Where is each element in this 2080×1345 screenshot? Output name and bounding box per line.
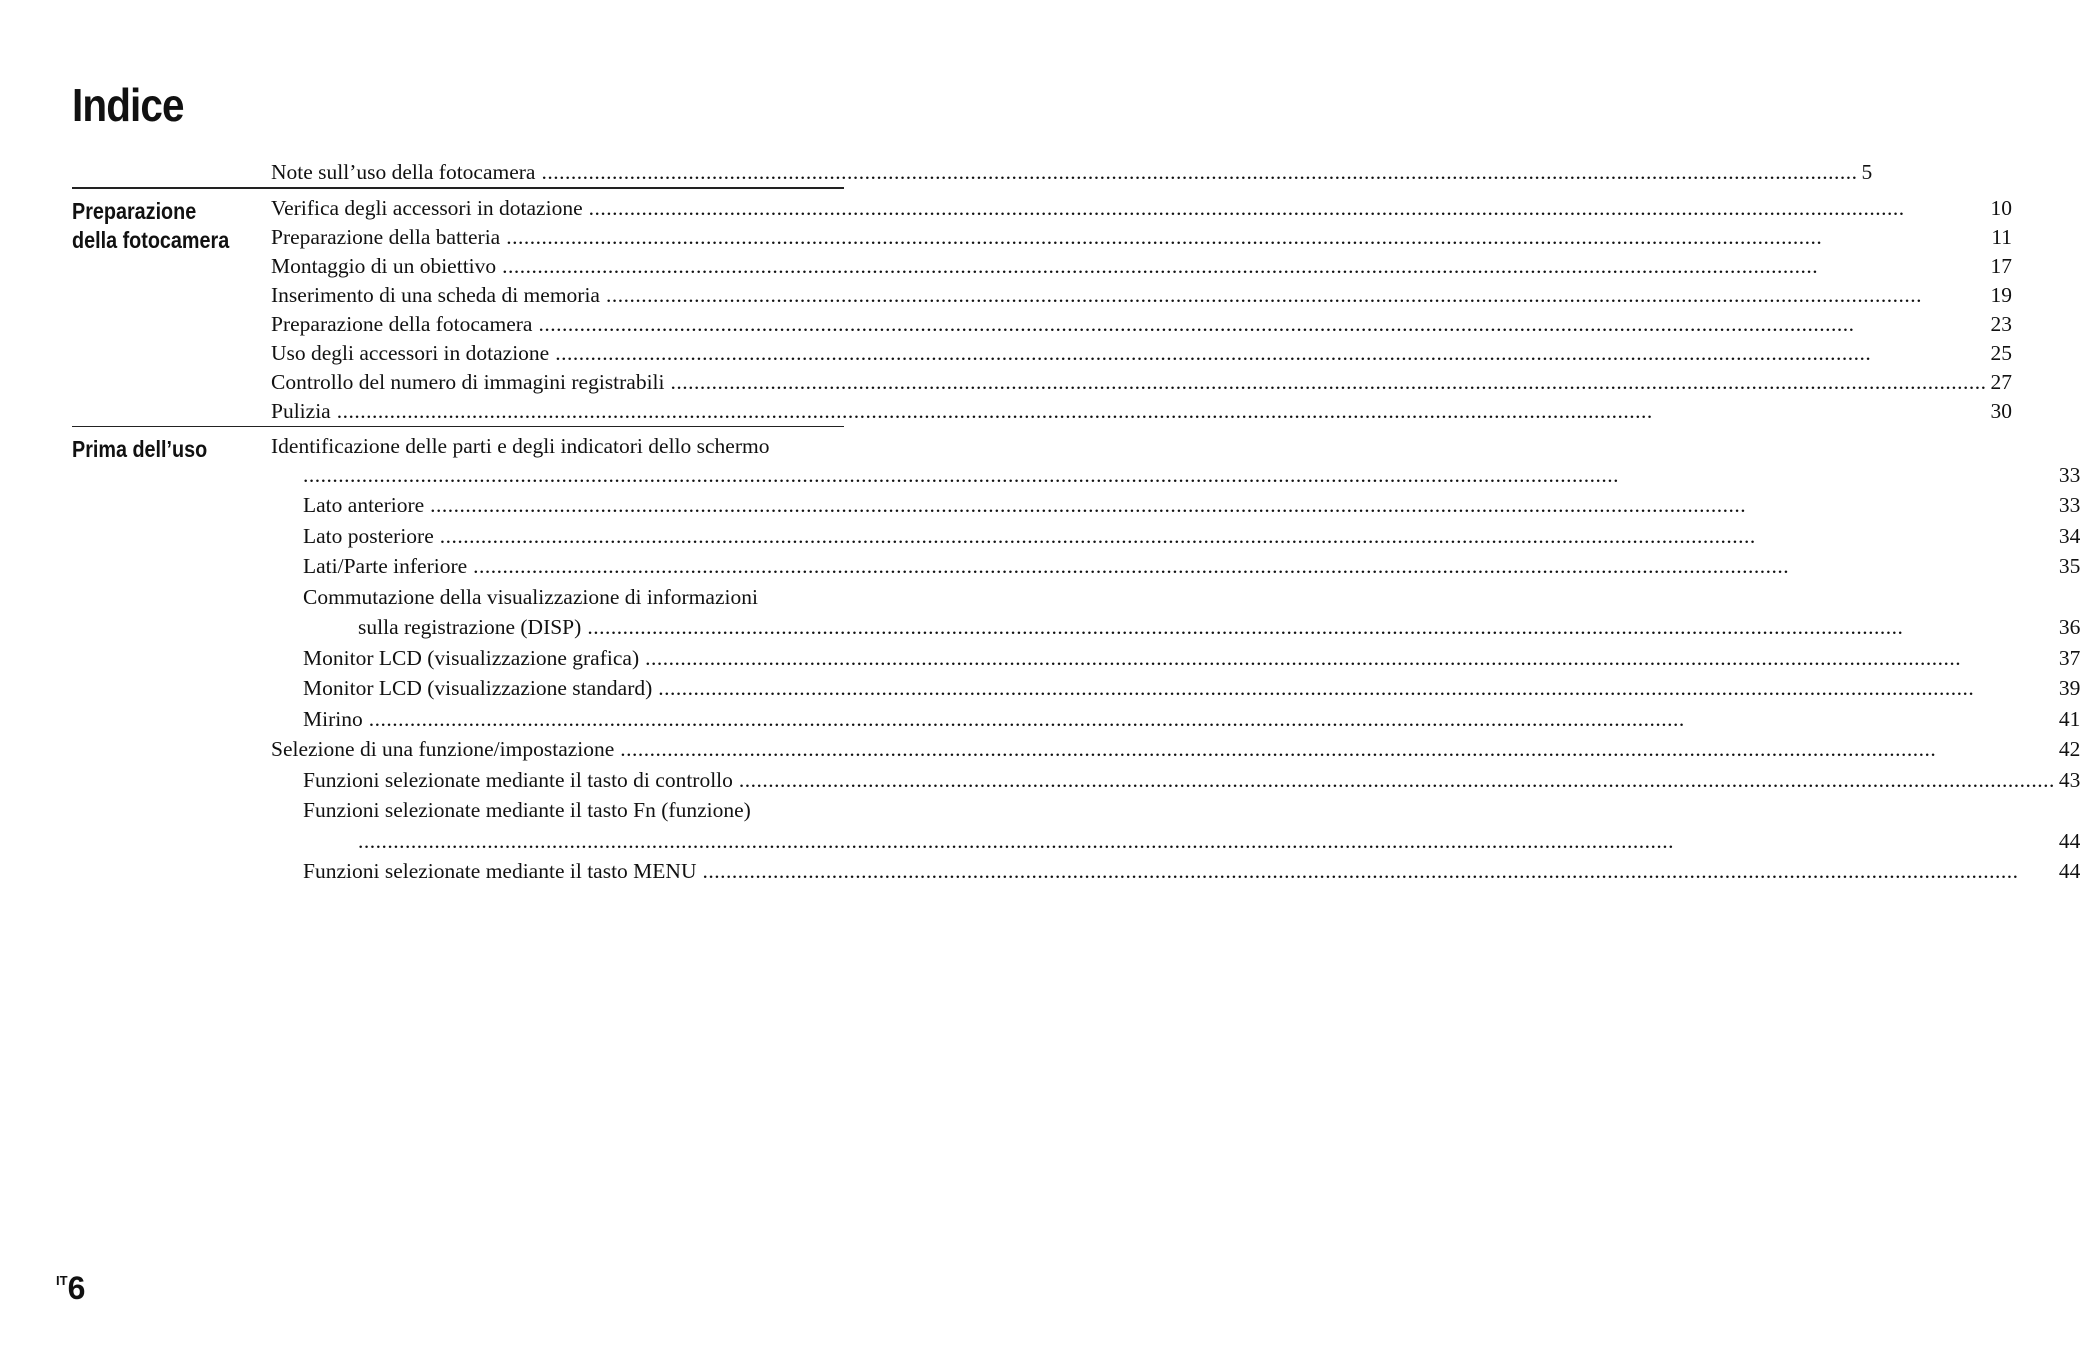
toc-entry-title[interactable]: Identificazione delle parti e degli indicatori dello schermo xyxy=(271,434,770,458)
toc-entry[interactable]: Monitor LCD (visualizzazione grafica) ..... 37 xyxy=(271,643,2080,674)
toc-entry[interactable]: Funzioni selezionate mediante il tasto di controllo ..... 43 xyxy=(271,765,2080,796)
toc-entry[interactable]: Lato posteriore ..... 34 xyxy=(271,521,2080,552)
section-label: Prima dell’uso xyxy=(72,436,208,462)
toc-entry-title[interactable]: Commutazione della visualizzazione di informazioni xyxy=(303,584,758,609)
toc-entry-continuation[interactable]: ..... 44 xyxy=(271,826,2080,857)
toc-entry[interactable]: Note sull’uso della fotocamera ..... 5 xyxy=(271,158,1872,187)
toc-entry[interactable]: Montaggio di un obiettivo ..... 17 xyxy=(271,252,2012,281)
toc-entry[interactable]: Lato anteriore ..... 33 xyxy=(271,490,2080,521)
toc-entry[interactable]: Mirino ..... 41 xyxy=(271,704,2080,735)
toc-section-preparazione xyxy=(72,188,2013,426)
section-label: Preparazione della fotocamera xyxy=(72,198,230,253)
toc-entry[interactable]: Monitor LCD (visualizzazione standard) ..... 39 xyxy=(271,673,2080,704)
language-code: IT xyxy=(56,1273,68,1288)
toc-entry[interactable]: Selezione di una funzione/impostazione ..... 42 xyxy=(271,734,2080,765)
toc-entry[interactable]: Preparazione della batteria ..... 11 xyxy=(271,223,2012,252)
toc-entry[interactable]: Inserimento di una scheda di memoria ..... 19 xyxy=(271,281,2012,310)
toc-entry[interactable]: Controllo del numero di immagini registrabili ..... 27 xyxy=(271,368,2012,397)
page-title: Indice xyxy=(72,79,184,131)
page-number: $^{IT}$6 xyxy=(56,1270,86,1306)
toc-entry-title[interactable]: Funzioni selezionate mediante il tasto Fn (funzione) xyxy=(303,798,751,822)
toc-entry[interactable]: Verifica degli accessori in dotazione ..... 10 xyxy=(271,194,2012,223)
toc-entry-continuation[interactable]: ..... 33 xyxy=(271,461,2080,490)
toc-entry[interactable]: Lati/Parte inferiore ..... 35 xyxy=(271,551,2080,582)
toc-section-prima-uso xyxy=(72,426,2080,887)
toc-entry[interactable]: Preparazione della fotocamera ..... 23 xyxy=(271,310,2012,339)
toc-entry[interactable]: Pulizia ..... 30 xyxy=(271,397,2012,426)
toc-entry[interactable]: sulla registrazione (DISP) ..... 36 xyxy=(271,612,2080,643)
toc-entry[interactable]: Uso degli accessori in dotazione ..... 25 xyxy=(271,339,2012,368)
table-of-contents xyxy=(72,158,2080,887)
toc-entry[interactable]: Funzioni selezionate mediante il tasto MENU ..... 44 xyxy=(271,856,2080,887)
toc-intro-section xyxy=(72,158,1873,188)
